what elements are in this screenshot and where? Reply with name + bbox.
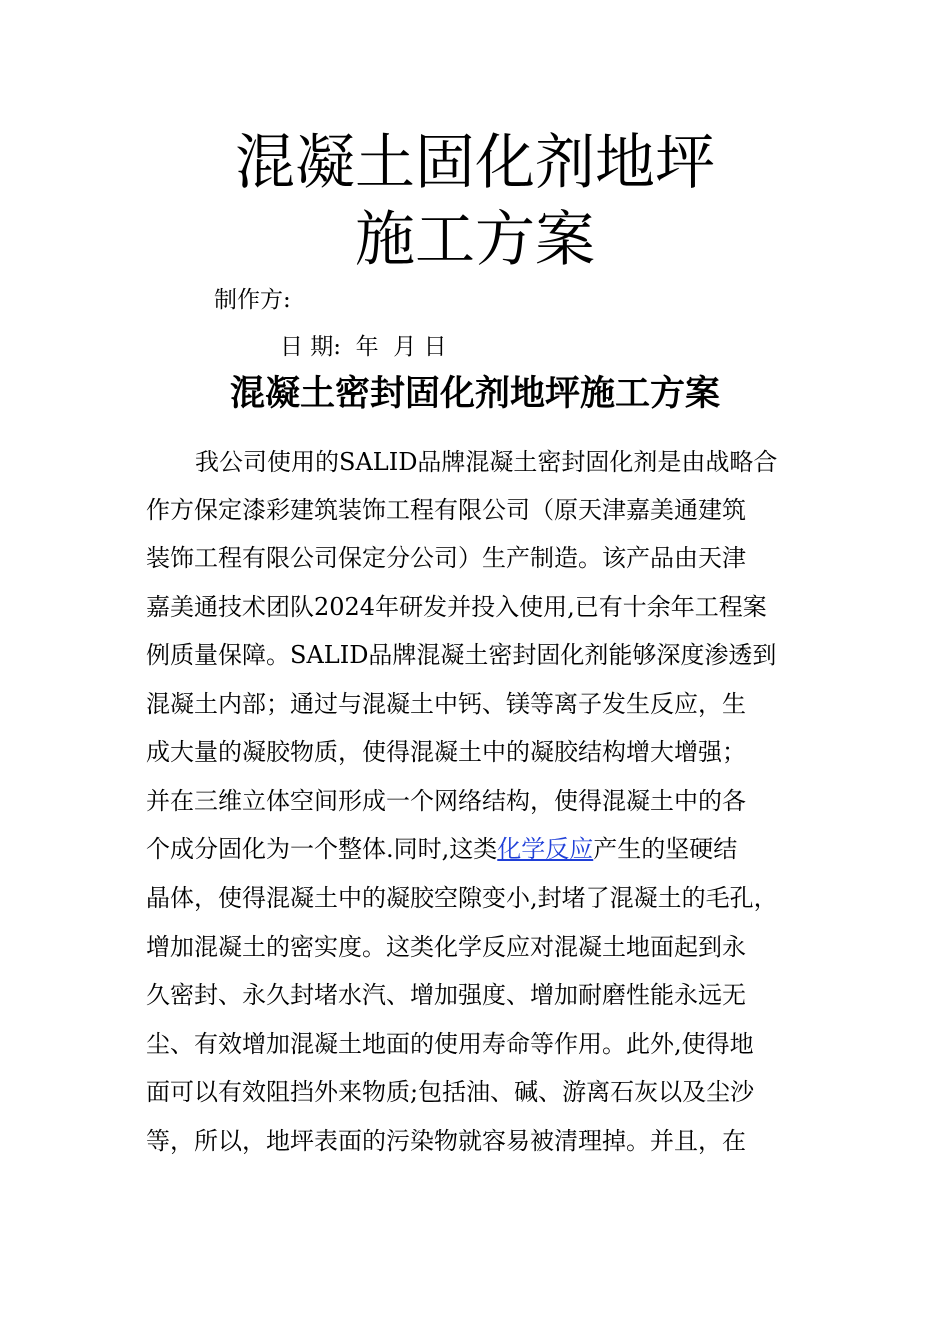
body-line: 作方保定漆彩建筑装饰工程有限公司（原天津嘉美通建筑: [146, 496, 746, 524]
cover-title-line-2: 施工方案: [355, 205, 595, 275]
body-line: 嘉美通技术团队2024年研发并投入使用,已有十余年工程案: [146, 593, 767, 621]
body-text-segment: 个成分固化为一个整体.同时,这类: [146, 835, 498, 863]
cover-title-line-1: 混凝土固化剂地坪: [235, 128, 715, 198]
body-line: 增加混凝土的密实度。这类化学反应对混凝土地面起到永: [146, 933, 746, 961]
date-label: 日 期: 年 月 日: [280, 334, 447, 360]
body-line-with-link: [146, 833, 737, 865]
body-line: 成大量的凝胶物质，使得混凝土中的凝胶结构增大增强；: [146, 738, 746, 766]
body-line: 装饰工程有限公司保定分公司）生产制造。该产品由天津: [146, 544, 746, 572]
body-line: 面可以有效阻挡外来物质;包括油、碱、游离石灰以及尘沙: [146, 1078, 755, 1106]
body-line: 尘、有效增加混凝土地面的使用寿命等作用。此外,使得地: [146, 1030, 754, 1058]
producer-label: 制作方:: [214, 287, 291, 313]
body-line: 混凝土内部；通过与混凝土中钙、镁等离子发生反应，生: [146, 690, 746, 718]
body-line: 并在三维立体空间形成一个网络结构，使得混凝土中的各: [146, 787, 746, 815]
section-heading: 混凝土密封固化剂地坪施工方案: [229, 373, 720, 414]
chemical-reaction-link[interactable]: 化学反应: [497, 835, 594, 863]
body-line: 我公司使用的SALID品牌混凝土密封固化剂是由战略合: [195, 448, 778, 476]
body-line: 例质量保障。SALID品牌混凝土密封固化剂能够深度渗透到: [146, 641, 777, 669]
body-text-segment: 产生的坚硬结: [593, 835, 738, 863]
body-line: 久密封、永久封堵水汽、增加强度、增加耐磨性能永远无: [146, 981, 746, 1009]
body-line: 等，所以，地坪表面的污染物就容易被清理掉。并且，在: [146, 1127, 746, 1155]
body-line: 晶体，使得混凝土中的凝胶空隙变小,封堵了混凝土的毛孔，: [146, 884, 778, 912]
